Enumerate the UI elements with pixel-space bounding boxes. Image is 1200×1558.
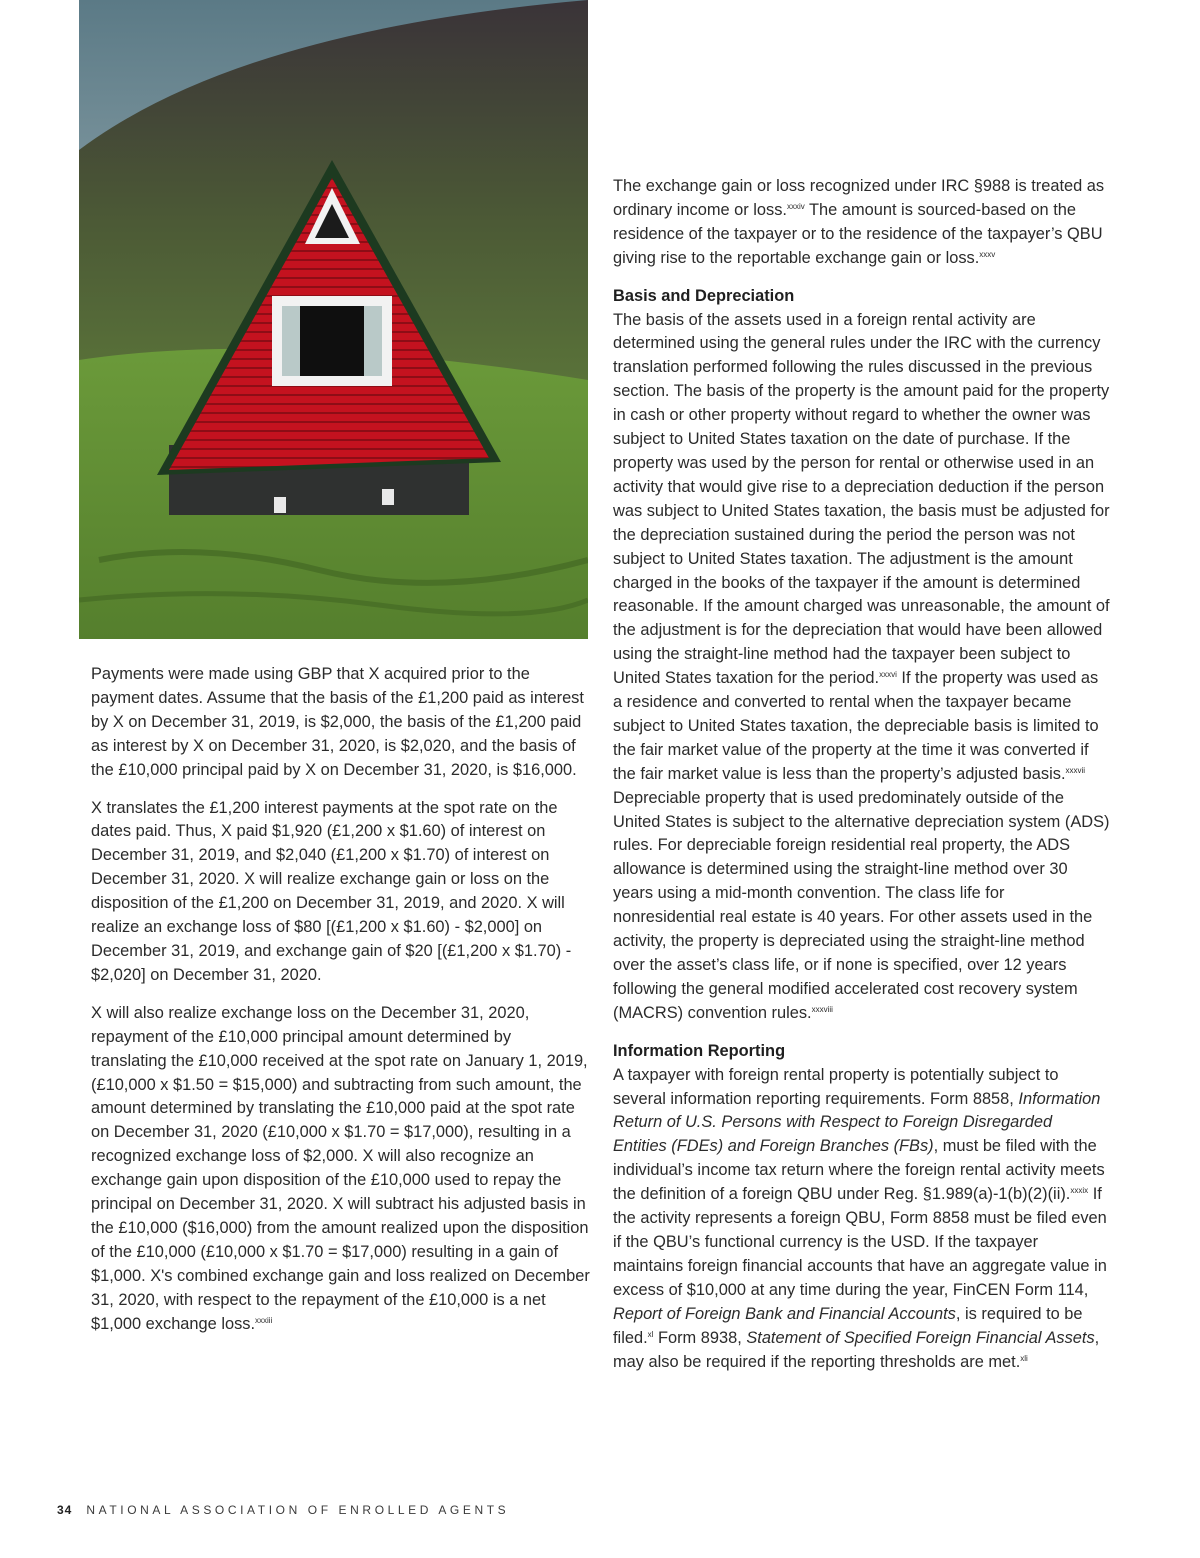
paragraph-text: X will also realize exchange loss on the December 31, 2020, repayment of the £10,000 principal amount determined by translating the £10,000 received at the spot rate on January 1, 2019, (£10,000 x $1.50 = $15,000) and subtracting from such amount, the amount determined by translating the £10,000 paid at the spot rate on December 31, 2020 (£10,000 x $1.70 = $17,000), resulting in a recognized exchange loss of $2,000. X will also recognize an exchange gain upon disposition of the £10,000 used to repay the principal on December 31, 2020. X will subtract his adjusted basis in the £10,000 ($16,000) from the amount realized upon the disposition of the £10,000 (£10,000 x $1.70 = $17,000) resulting in a gain of $1,000. X's combined exchange gain and loss realized on December 31, 2020, with respect to the repayment of the £10,000 is a net $1,000 exchange loss. [91, 1003, 590, 1333]
paragraph-text: The amount is sourced-based on the residence of the taxpayer or to the residence of the taxpayer’s QBU giving rise to the reportable exchange gain or loss. [613, 200, 1103, 267]
paragraph-basis-example [91, 663, 591, 783]
paragraph-text: A taxpayer with foreign rental property is potentially subject to several information reporting requirements. Form 8858, [613, 1065, 1059, 1108]
paragraph-basis-depreciation [613, 309, 1110, 1026]
paragraph-text: If the property was used as a residence and converted to rental when the taxpayer became subject to United States taxation, the depreciable basis is limited to the fair market value of the property at the time it was converted if the fair market value is less than the property’s adjusted basis. [613, 669, 1099, 783]
paragraph-interest-translation [91, 797, 591, 988]
paragraph-text: Payments were made using GBP that X acquired prior to the payment dates. Assume that the basis of the £1,200 paid as interest by X on December 31, 2019, is $2,000, the basis of the £1,200 paid as interest by X on December 31, 2020, is $2,020, and the basis of the £10,000 principal paid by X on December 31, 2020, is $16,000. [91, 665, 584, 779]
endnote-ref: xxxv [979, 249, 996, 259]
endnote-ref: xli [1020, 1353, 1028, 1363]
cabin-photo [79, 0, 588, 639]
paragraph-text: The exchange gain or loss recognized under IRC §988 is treated as ordinary income or loss. [613, 177, 1105, 219]
paragraph-ordinary-income [613, 175, 1110, 271]
paragraph-info-reporting [613, 1064, 1110, 1375]
paragraph-text: If the activity represents a foreign QBU, Form 8858 must be filed even if the QBU’s functional currency is the USD. If the taxpayer maintains foreign financial accounts that have an aggregate value in excess of $10,000 at any time during the year, FinCEN Form 114, [613, 1185, 1107, 1299]
paragraph-text: Depreciable property that is used predominately outside of the United States is subject to the alternative depreciation system (ADS) rules. For depreciable foreign residential real property, the ADS allowance is determined using the straight-line method over 30 years using a mid-month convention. The class life for nonresidential real estate is 40 years. For other assets used in the activity, the property is depreciated using the straight-line method over the asset’s class life, or if none is specified, over 12 years following the general modified accelerated cost recovery system (MACRS) convention rules. [613, 788, 1110, 1022]
endnote-ref: xxxvi [879, 670, 897, 680]
page-number: 34 [57, 1503, 73, 1517]
paragraph-text: The basis of the assets used in a foreign rental activity are determined using the general rules under the IRC with the currency translation performed following the rules discussed in the previous section. The basis of the property is the amount paid for the property in cash or other property without regard to whether the owner was subject to United States taxation on the date of purchase. If the property was used by the person for rental or otherwise used in an activity that would give rise to a depreciation deduction if the person was subject to United States taxation, the basis must be adjusted for the depreciation sustained during the period the person was not subject to United States taxation. The adjustment is the amount charged in the books of the taxpayer if the amount is determined reasonable. If the amount charged was unreasonable, the amount of the adjustment is for the depreciation that would have been allowed using the straight-line method had the taxpayer been subject to United States taxation for the period. [613, 310, 1110, 688]
form-title: Statement of Specified Foreign Financial Assets [746, 1328, 1095, 1347]
endnote-ref: xxxviii [811, 1004, 833, 1014]
left-column [91, 663, 591, 1350]
paragraph-text: X translates the £1,200 interest payments at the spot rate on the dates paid. Thus, X paid $1,920 (£1,200 x $1.60) of interest on December 31, 2019, and $2,040 (£1,200 x $1.70) of interest on December 31, 2020. X will realize exchange gain or loss on the disposition of the £1,200 on December 31, 2019, and 2020. X will realize an exchange loss of $80 [(£1,200 x $1.60) - $2,000] on December 31, 2019, and exchange gain of $20 [(£1,200 x $1.70) - $2,020] on December 31, 2020. [91, 798, 572, 984]
paragraph-text: , must be filed with the individual’s income tax return where the foreign rental activity meets the definition of a foreign QBU under Reg. §1.989(a)-1(b)(2)(ii). [613, 1137, 1105, 1204]
endnote-ref: xxxiii [255, 1315, 273, 1325]
form-title: Report of Foreign Bank and Financial Accounts [613, 1304, 956, 1323]
endnote-ref: xxxvii [1065, 765, 1086, 775]
paragraph-text: , may also be required if the reporting thresholds are met. [613, 1328, 1100, 1371]
paragraph-text: , is required to be filed. [613, 1304, 1083, 1347]
paragraph-text: Form 8938, [653, 1328, 747, 1347]
section-heading-info-reporting: Information Reporting [613, 1041, 786, 1060]
page-footer [57, 1503, 509, 1517]
endnote-ref: xxxiv [787, 201, 805, 211]
endnote-ref: xxxix [1070, 1186, 1089, 1196]
form-title: Information Return of U.S. Persons with Respect to Foreign Disregarded Entities (FDEs) and Foreign Branches (FBs) [613, 1089, 1101, 1156]
paragraph-principal-repayment [91, 1002, 591, 1337]
publication-name: NATIONAL ASSOCIATION OF ENROLLED AGENTS [86, 1503, 510, 1517]
section-heading-basis: Basis and Depreciation [613, 286, 795, 305]
right-column [613, 175, 1110, 1388]
endnote-ref: xl [647, 1329, 654, 1339]
